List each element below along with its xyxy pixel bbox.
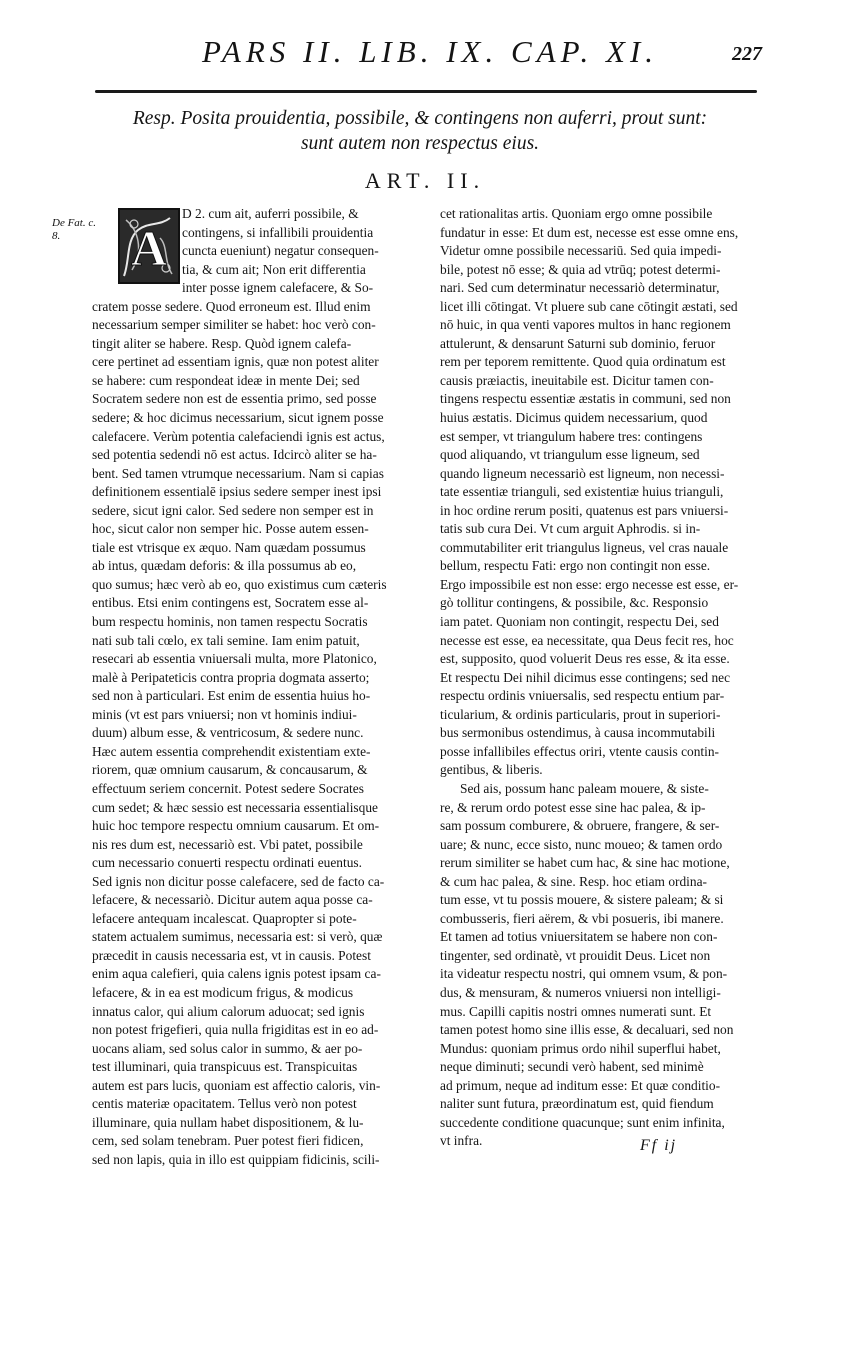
text-line: sed non à particulari. Est enim de essentia huius ho- [92,688,371,704]
text-line: nati sub tali cœlo, ex tali semine. Iam enim patuit, [92,632,360,648]
text-line: causis præiactis, ineuitabile est. Dicitur tamen con- [440,372,714,388]
text-line: statem actualem sumimus, necessaria est: si verò, quæ [92,929,383,945]
text-line: Hæc autem essentia comprehendit existentiam exte- [92,743,371,759]
text-line: est semper, vt triangulum habere tres: contingens [440,428,703,444]
text-line: tiale est vtrisque ex æquo. Nam quædam possumus [92,539,366,555]
text-line: duum) album esse, & ventricosum, & sedere nunc. [92,725,364,741]
text-line: Videtur omne possibile necessariū. Sed quia impedi- [440,243,722,259]
text-line: gò tollitur contingens, & possibile, &c. Responsio [440,595,709,611]
text-line: ad primum, neque ad inditum esse: Et quæ conditio- [440,1077,721,1093]
page-number: 227 [732,43,762,65]
text-line: ita videatur respectu nostri, qui omnem vsum, & pon- [440,966,728,982]
text-line: uocans aliam, sed solus calor in summo, & aer po- [92,1040,363,1056]
text-line: rerum similiter se habet cum hac, & sine hac motione, [440,855,730,871]
text-line: tingit aliter se habere. Resp. Quòd ignem calefa- [92,335,352,351]
header-rule [95,90,757,93]
text-line: D 2. cum ait, auferri possibile, & [182,206,359,221]
text-line: cem, sed solam tenebram. Puer potest fieri fidicen, [92,1133,364,1149]
text-line: fundatur in esse: Et dum est, necesse est esse omne ens, [440,224,739,240]
text-line: licet illi cōtingat. Vt pluere sub cane cōtingit æstati, sed [440,298,738,314]
text-line: Mundus: quoniam primus ordo nihil superflui habet, [440,1040,721,1056]
text-line: lefacere, & in ea est modicum frigus, & modicus [92,984,354,1000]
text-line: iam patet. Quoniam non contingit, respectu Dei, sed [440,614,719,630]
text-line: sedere, sicut igni calor. Sed sedere non semper est in [92,502,374,518]
text-line: test illuminari, quia transpicuus est. Transpicuitas [92,1059,358,1075]
text-line: autem est pars lucis, quoniam est affectio caloris, vin- [92,1077,381,1093]
margin-note: De Fat. c. 8. [52,217,96,242]
text-line: tatis sub cura Dei. Vt cum arguit Aphrodis. si in- [440,521,701,537]
text-line: tingens respectu essentiæ æstatis in communi, sed non [440,391,731,407]
text-line: quando ligneum necessariò est ligneum, non necessi- [440,465,725,481]
text-line: lefacere antequam incalescat. Quapropter si pote- [92,910,357,926]
text-line: bile, potest nō esse; & quia ad vtrūq; potest determi- [440,261,721,277]
text-line: nis res dum est, necessariò est. Vbi patet, possibile [92,836,363,852]
response-line-2: sunt autem non respectus eius. [300,133,540,154]
response-line-1: Resp. Posita prouidentia, possibile, & contingens non auferri, prout sunt: [132,108,708,129]
text-line: ab intus, quædam deforis: & illa possumus ab eo, [92,558,357,574]
text-line: in hoc ordine rerum positi, quatenus est pars vniuersi- [440,502,729,518]
text-line: cuncta eueniunt) negatur consequen- [182,243,379,259]
text-line: non potest frigefieri, quia nulla frigiditas est in eo ad- [92,1022,379,1038]
text-line: lefacere, & necessariò. Dicitur autem aqua posse ca- [92,892,373,908]
text-line: succedente conditione quacunque; sunt enim infinita, [440,1114,725,1130]
text-line: posse infallibiles effectus oriri, vtente causis contin- [440,743,720,759]
text-line: enim aqua calefieri, quia calens ignis potest ipsam ca- [92,966,381,982]
text-line: minis (vt est pars vniuersi; non vt hominis indiui- [92,706,357,722]
text-line: Et respectu Dei nihil dicimus esse contingens; sed nec [440,669,731,685]
right-column [440,205,762,1151]
text-line: innatus calor, qui alium calorum aduocat; sed ignis [92,1003,365,1019]
text-line: neque diminuti; secundi verò habent, sed minimè [440,1059,704,1075]
text-line: respectu ordinis vniuersalis, sed respectu entium par- [440,688,725,704]
text-line: uare; & nunc, ecce sisto, nunc moueo; & tamen ordo [440,836,723,852]
response-heading [100,106,740,156]
text-line: necesse est esse, ea necessitate, qua Deus fecit res, hoc [440,632,734,648]
text-line: centis materiæ opacitatem. Tellus verò non potest [92,1096,357,1112]
text-line: combusseris, fieri aërem, & vbi posueris, ibi manere. [440,910,724,926]
text-line: tingenter, sed ordinatè, vt prouidit Deus. Licet non [440,947,711,963]
text-line: attulerunt, & densarunt Saturni sub dominio, feruor [440,335,716,351]
text-line: commutabiliter erit triangulus ligneus, vel cras nauale [440,539,729,555]
text-line: definitionem essentialē ipsius sedere semper inest ipsi [92,484,382,500]
text-line: resecari ab essentia vniuersali multa, more Platonico, [92,651,377,667]
text-line: vt infra. [440,1133,483,1149]
text-line: bent. Sed tamen vtrumque necessarium. Nam si capias [92,465,384,481]
text-line: tamen potest homo sine illis esse, & decaluari, sed non [440,1022,734,1038]
initial-letter: A [130,220,168,276]
text-line: sed non lapis, quia in illo est quippiam fidicinis, scili- [92,1151,380,1167]
text-line: ticularium, & ordinis particularis, prout in superiori- [440,706,721,722]
text-line: inter posse ignem calefacere, & So- [182,280,374,296]
text-line: contingens, si infallibili prouidentia [182,224,374,240]
text-line: huius æstatis. Dicimus quidem necessarium, quod [440,410,708,426]
text-line: est, supposito, quod voluerit Deus res esse, & ita esse. [440,651,730,667]
text-line: mus. Capilli capitis nostri omnes numerati sunt. Et [440,1003,712,1019]
text-line: bellum, respectu Fati: ergo non contingit non esse. [440,558,711,574]
text-line: cere pertinet ad essentiam ignis, quæ non potest aliter [92,354,379,370]
text-line: rem per teporem remittente. Quod quia ordinatum est [440,354,726,370]
text-line: hoc, sicut calor non semper hic. Posse autem essen- [92,521,369,537]
text-line: huic hoc tempore respectu omnium causarum. Et om- [92,818,380,834]
text-line: naliter sunt futura, præordinatum est, quid fiendum [440,1096,714,1112]
running-title: PARS II. LIB. IX. CAP. XI. [201,34,659,69]
text-line: Sed ais, possum hanc paleam mouere, & siste- [460,780,709,796]
text-line: & cum hac palea, & sine. Resp. hoc etiam ordina- [440,873,707,889]
text-line: se habere: cum respondeat ideæ in mente Dei; sed [92,372,360,388]
text-line: sed potentia sedendi nō est actus. Idcircò aliter se ha- [92,447,377,463]
text-line: tate essentiæ trianguli, sed existentiæ huius trianguli, [440,484,724,500]
left-column [92,205,417,1169]
text-line: entibus. Etsi enim contingens est, Socratem esse al- [92,595,369,611]
text-line: necessarium semper similiter se habet: hoc verò con- [92,317,376,333]
text-line: nō huic, in qua venti vapores multos in hanc regionem [440,317,731,333]
text-line: sedere; & hoc dicimus necessarium, sicut ignem posse [92,410,384,426]
text-line: tia, & cum ait; Non erit differentia [182,261,366,277]
text-line: Socratem sedere non est de essentia primo, sed posse [92,391,377,407]
text-line: sam possum comburere, & obruere, frangere, & ser- [440,818,720,834]
article-heading: ART. II. [364,168,486,193]
text-line: bum respectu hominis, non tamen respectu Socratis [92,614,368,630]
text-line: Et tamen ad totius vniuersitatem se habere non con- [440,929,718,945]
text-line: cum sedet; & hæc sessio est necessaria essentialisque [92,799,378,815]
text-line: bus sermonibus ostendimus, à causa incommutabili [440,725,716,741]
text-line: re, & rerum ordo potest esse sine hac palea, & ip- [440,799,706,815]
text-line: nari. Sed cum determinatur necessariò determinatur, [440,280,720,296]
text-line: quod aliquando, vt triangulum esse ligneum, sed [440,447,700,463]
signature-mark: Ff ij [640,1137,678,1154]
text-line: Sed ignis non dicitur posse calefacere, sed de facto ca- [92,873,385,889]
text-line: riorem, quæ omnium causarum, & concausarum, & [92,762,368,778]
text-line: effectuum seriem concernit. Potest sedere Socrates [92,780,364,796]
text-line: gentibus, & liberis. [440,762,543,778]
text-line: præcedit in causis necessaria est, vt in causis. Potest [92,947,371,963]
text-line: tum esse, vt tu possis mouere, & sistere paleam; & si [440,892,724,908]
text-line: malè à Peripateticis contra propria dogmata asserto; [92,669,370,685]
text-line: quo sumus; hæc verò ab eo, quo existimus cum cæteris [92,576,387,592]
text-line: cratem posse sedere. Quod erroneum est. Illud enim [92,298,371,314]
text-line: cet rationalitas artis. Quoniam ergo omne possibile [440,206,713,221]
text-line: Ergo impossibile est non esse: ergo necesse est esse, er- [440,576,739,592]
text-line: calefacere. Verùm potentia calefaciendi ignis est actus, [92,428,385,444]
text-line: dus, & mensuram, & numeros vniuersi non intelligi- [440,984,721,1000]
text-line: illuminare, quia nullam habet dispositionem, & lu- [92,1114,364,1130]
text-line: cum necessario conuerti respectu ordinati euentus. [92,855,362,871]
